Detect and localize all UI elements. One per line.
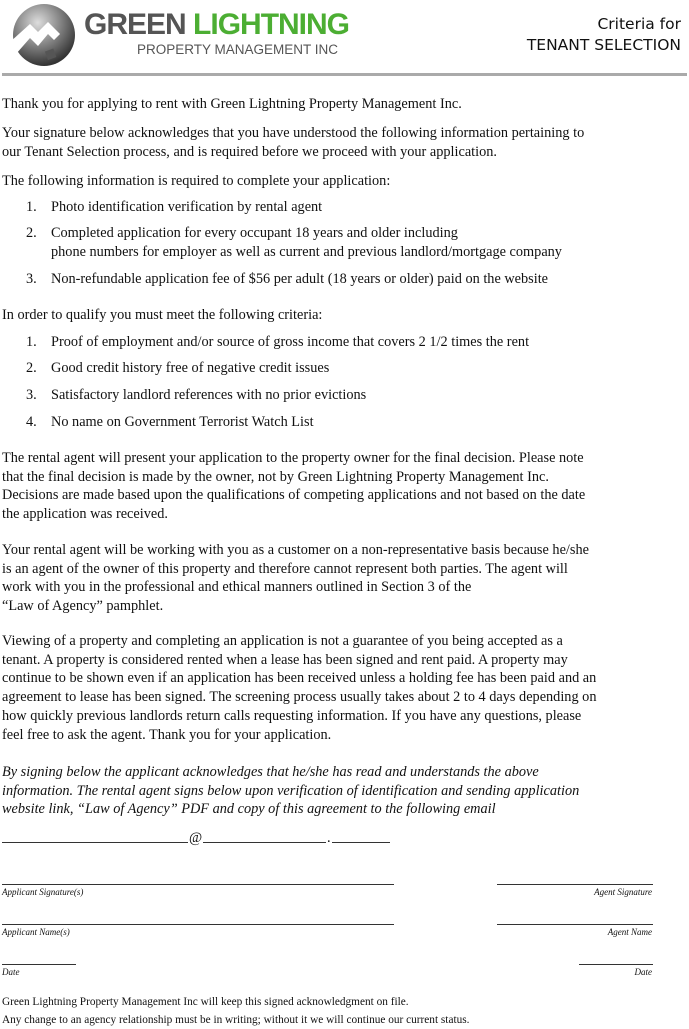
decision-paragraph: The rental agent will present your application to the property owner for the final decision. Please note that the final decision is made by the owner, not by Green Lightning Property Management Inc. Decisions are made based upon the qualifications of competing applications and not based on the date the application was received. (2, 450, 586, 523)
email-tld-line[interactable] (332, 842, 390, 843)
viewing-paragraph: Viewing of a property and completing an application is not a guarantee of you being accepted as a tenant. A property is considered rented when a lease has been signed and rent paid. A property may continue to be shown even if an application has been received unless a holding fee has been paid and an agreement to lease has been signed. The screening process usually takes about 2 to 4 days depending on how quickly previous landlords return calls requesting information. If you have any questions, please feel free to ask the agent. Thank you for your application. (2, 633, 597, 743)
logo-subtitle: PROPERTY MANAGEMENT INC (137, 42, 339, 57)
email-domain-line[interactable] (203, 842, 326, 843)
criteria-heading: In order to qualify you must meet the following criteria: (2, 307, 323, 323)
applicant-date-line[interactable] (2, 964, 76, 965)
required-item: 2. Completed application for every occupant 18 years and older including phone numbers for employer as well as current and previous landlord/mortgage company (26, 225, 562, 260)
criteria-item: 3. Satisfactory landlord references with no prior evictions (26, 387, 367, 403)
email-dot: . (327, 830, 331, 846)
applicant-name-label: Applicant Name(s) (2, 927, 70, 937)
footer: Green Lightning Property Management Inc will keep this signed acknowledgment on file. Any change to an agency relationship must be in writing; without it we will continue our current status. (2, 996, 470, 1026)
required-item: 1. Photo identification verification by rental agent (26, 199, 323, 215)
agent-signature-label: Agent Signature (594, 887, 652, 897)
email-at: @ (189, 830, 203, 846)
header-divider (2, 73, 687, 76)
acknowledgement-text: Your signature below acknowledges that you have understood the following information pertaining to our Tenant Selection process, and is required before we proceed with your application. (2, 125, 585, 160)
required-item: 3. Non-refundable application fee of $56 per adult (18 years or older) paid on the website (26, 271, 549, 287)
applicant-name-line[interactable] (2, 924, 394, 925)
agent-date-line[interactable] (579, 964, 653, 965)
intro-text: Thank you for applying to rent with Green Lightning Property Management Inc. (2, 96, 462, 112)
criteria-item: 2. Good credit history free of negative credit issues (26, 360, 330, 376)
agent-paragraph: Your rental agent will be working with you as a customer on a non-representative basis because he/she is an agent of the owner of this property and therefore cannot represent both parties. The agent will work with you in the professional and ethical manners outlined in Section 3 of the “Law of Agency” pamphlet. (2, 542, 589, 615)
signing-paragraph: By signing below the applicant acknowledges that he/she has read and understands the above information. The rental agent signs below upon verification of identification and sending application website link, “Law of Agency” PDF and copy of this agreement to the following email (2, 764, 580, 818)
applicant-signature-label: Applicant Signature(s) (2, 887, 84, 897)
agent-date-label: Date (634, 967, 652, 977)
logo (8, 2, 76, 70)
agent-name-label: Agent Name (607, 927, 652, 937)
required-heading: The following information is required to complete your application: (2, 173, 391, 189)
agent-signature-line[interactable] (497, 884, 653, 885)
logo-globe-icon (8, 2, 76, 70)
email-user-line[interactable] (2, 842, 188, 843)
document-title: Criteria for TENANT SELECTION (526, 15, 681, 54)
applicant-signature-line[interactable] (2, 884, 394, 885)
criteria-item: 1. Proof of employment and/or source of gross income that covers 2 1/2 times the rent (26, 334, 530, 350)
logo-wordmark: GREEN LIGHTNING (84, 8, 350, 41)
applicant-date-label: Date (2, 967, 20, 977)
criteria-item: 4. No name on Government Terrorist Watch List (26, 414, 314, 430)
agent-name-line[interactable] (497, 924, 653, 925)
